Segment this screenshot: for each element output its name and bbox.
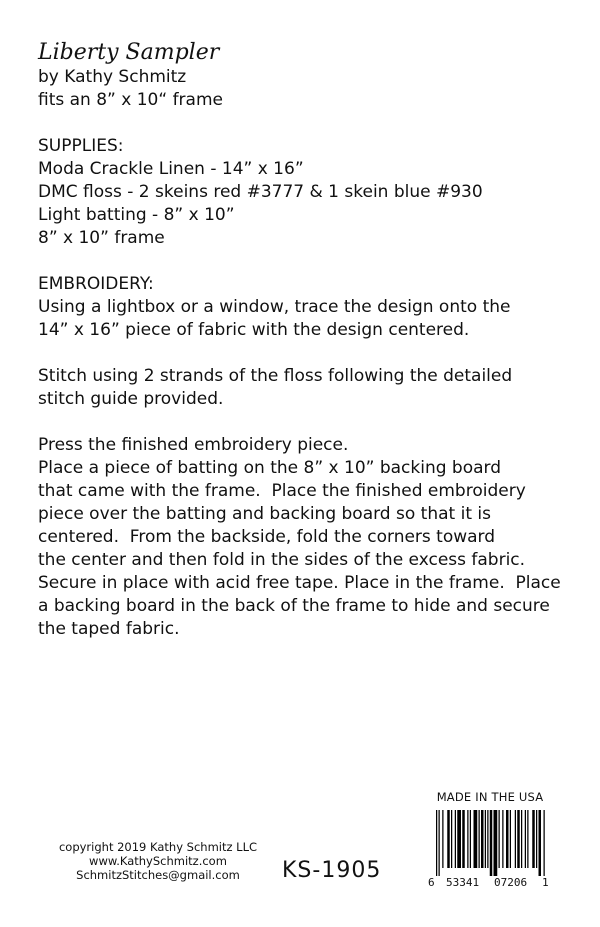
copyright-text: copyright 2019 Kathy Schmitz LLC <box>58 840 258 854</box>
barcode-digit-first: 6 <box>428 876 435 889</box>
barcode-bar <box>510 810 511 868</box>
finishing-instruction: the taped fabric. <box>38 619 180 639</box>
barcode-bar <box>506 810 509 868</box>
barcode-bar <box>485 810 486 868</box>
pattern-title: Liberty Sampler <box>38 40 220 65</box>
barcode-block <box>428 790 552 890</box>
finishing-instruction: a backing board in the back of the frame to hide and secure <box>38 596 550 616</box>
barcode-bar <box>474 810 478 868</box>
barcode-bar <box>462 810 465 868</box>
barcode-icon <box>428 810 552 876</box>
barcode-bar <box>539 810 542 876</box>
finishing-instruction: centered. From the backside, fold the corners toward <box>38 527 496 547</box>
made-in-label: MADE IN THE USA <box>436 790 544 804</box>
finishing-instruction: that came with the frame. Place the finished embroidery <box>38 481 526 501</box>
barcode-bar <box>515 810 516 868</box>
instructions-content <box>38 40 578 641</box>
barcode-bar <box>527 810 528 868</box>
barcode-bar <box>442 810 443 868</box>
barcode-bar <box>494 810 498 876</box>
supply-item: 8” x 10” frame <box>38 228 165 248</box>
supply-item: Light batting - 8” x 10” <box>38 205 235 225</box>
barcode-bar <box>436 810 437 876</box>
email-link[interactable]: SchmitzStitches@gmail.com <box>76 868 240 882</box>
barcode-bar <box>481 810 484 868</box>
barcode-bar <box>479 810 480 868</box>
barcode-bar <box>455 810 456 868</box>
barcode-bar <box>532 810 535 868</box>
barcode-bar <box>457 810 461 868</box>
barcode-bar <box>470 810 471 868</box>
barcode-bar <box>544 810 545 876</box>
finishing-instruction: piece over the batting and backing board so that it is <box>38 504 491 524</box>
barcode-bar <box>490 810 493 876</box>
stitch-instruction: Stitch using 2 strands of the floss following the detailed <box>38 366 513 386</box>
frame-size-line: fits an 8” x 10“ frame <box>38 90 223 110</box>
supply-item: DMC floss - 2 skeins red #3777 & 1 skein blue #930 <box>38 182 483 202</box>
barcode-bar <box>467 810 468 868</box>
finishing-instruction: Secure in place with acid free tape. Place in the frame. Place <box>38 573 561 593</box>
barcode-bar <box>451 810 452 868</box>
website-link[interactable]: www.KathySchmitz.com <box>89 854 227 868</box>
copyright-block <box>52 840 264 882</box>
barcode-group-left: 53341 <box>446 876 480 889</box>
barcode-bar <box>447 810 450 868</box>
barcode-bar <box>525 810 526 868</box>
barcode-digits <box>428 876 552 890</box>
stitch-instruction: stitch guide provided. <box>38 389 224 409</box>
supplies-heading: SUPPLIES: <box>38 136 124 156</box>
barcode-bar <box>536 810 537 868</box>
finishing-instruction: Press the finished embroidery piece. <box>38 435 349 455</box>
tracing-instruction: 14” x 16” piece of fabric with the design centered. <box>38 320 470 340</box>
barcode-bar <box>502 810 503 868</box>
tracing-instruction: Using a lightbox or a window, trace the design onto the <box>38 297 511 317</box>
barcode-bar <box>499 810 500 868</box>
barcode-bar <box>439 810 440 876</box>
barcode-digit-last: 1 <box>542 876 549 889</box>
barcode-group-right: 07206 <box>494 876 528 889</box>
barcode-bar <box>521 810 522 868</box>
embroidery-heading: EMBROIDERY: <box>38 274 154 294</box>
author-line: by Kathy Schmitz <box>38 67 187 87</box>
pattern-code: KS-1905 <box>282 858 382 883</box>
finishing-instruction: Place a piece of batting on the 8” x 10” backing board <box>38 458 502 478</box>
finishing-instruction: the center and then fold in the sides of the excess fabric. <box>38 550 526 570</box>
supply-item: Moda Crackle Linen - 14” x 16” <box>38 159 304 179</box>
barcode-bar <box>517 810 520 868</box>
barcode-bar <box>487 810 488 868</box>
